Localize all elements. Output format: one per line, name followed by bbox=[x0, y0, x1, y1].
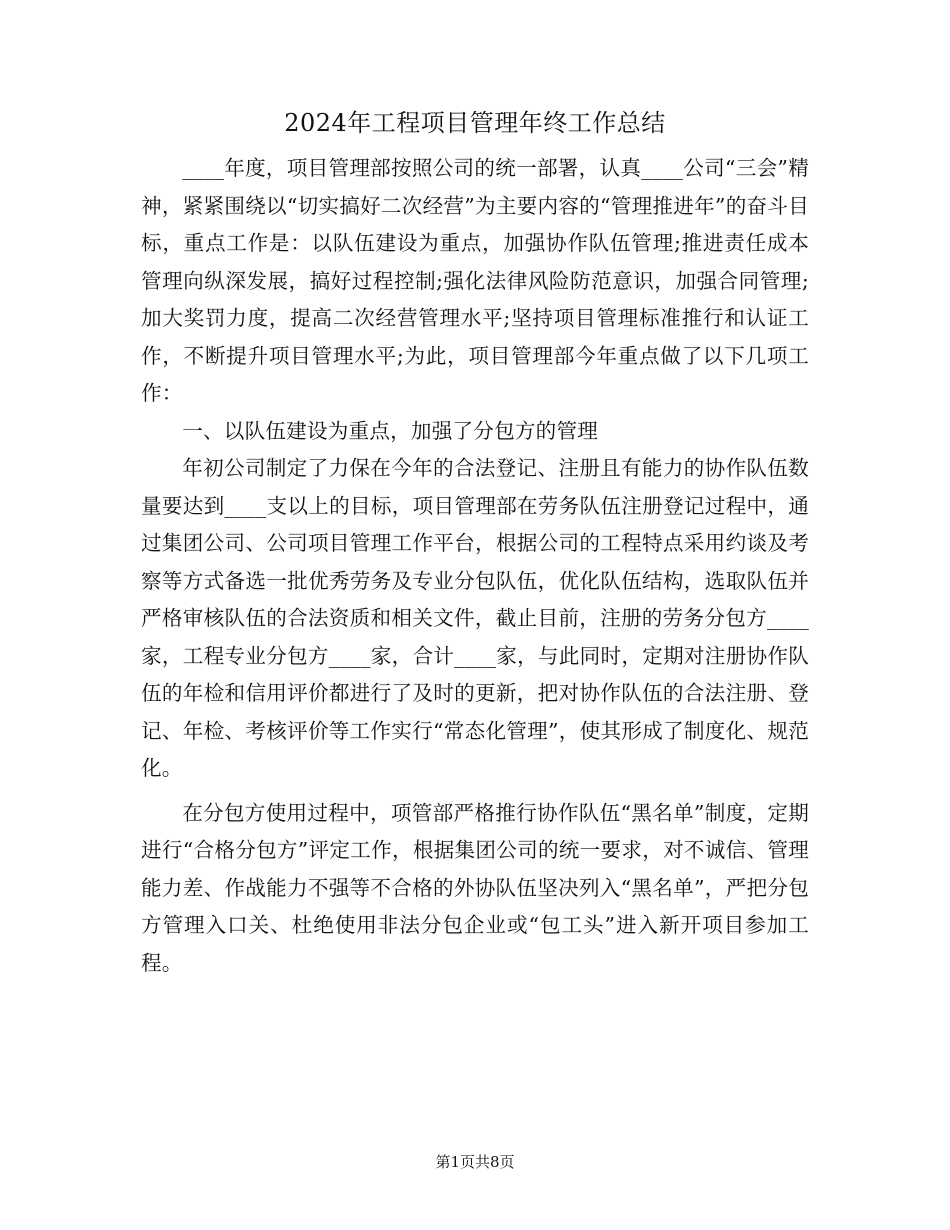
document-title: 2024年工程项目管理年终工作总结 bbox=[284, 109, 666, 137]
paragraph-intro: ____年度，项目管理部按照公司的统一部署，认真____公司“三会”精神，紧紧围绕以“切实搞好二次经营”为主要内容的“管理推进年”的奋斗目标，重点工作是：以队伍建设为重点，加强协作队伍管理;推进责任成本管理向纵深发展，搞好过程控制;强化法律风险防范意识，加强合同管理;加大奖罚力度，提高二次经营管理水平;坚持项目管理标准推行和认证工作，不断提升项目管理水平;为此，项目管理部今年重点做了以下几项工作： bbox=[141, 156, 809, 405]
document-body bbox=[141, 150, 809, 982]
paragraph-blacklist: 在分包方使用过程中，项管部严格推行协作队伍“黑名单”制度，定期进行“合格分包方”评定工作，根据集团公司的统一要求，对不诚信、管理能力差、作战能力不强等不合格的外协队伍坚决列入“黑名单”，严把分包方管理入口关、杜绝使用非法分包企业或“包工头”进入新开项目参加工程。 bbox=[141, 800, 809, 975]
page-number-footer: 第1页共8页 bbox=[435, 1153, 515, 1171]
section-heading-1: 一、以队伍建设为重点，加强了分包方的管理 bbox=[182, 418, 599, 443]
paragraph-team-registration: 年初公司制定了力保在今年的合法登记、注册且有能力的协作队伍数量要达到____支以上的目标，项目管理部在劳务队伍注册登记过程中，通过集团公司、公司项目管理工作平台，根据公司的工程特点采用约谈及考察等方式备选一批优秀劳务及专业分包队伍，优化队伍结构，选取队伍并严格审核队伍的合法资质和相关文件，截止目前，注册的劳务分包方____家，工程专业分包方____家，合计____家，与此同时，定期对注册协作队伍的年检和信用评价都进行了及时的更新，把对协作队伍的合法注册、登记、年检、考核评价等工作实行“常态化管理”，使其形成了制度化、规范化。 bbox=[141, 456, 809, 780]
